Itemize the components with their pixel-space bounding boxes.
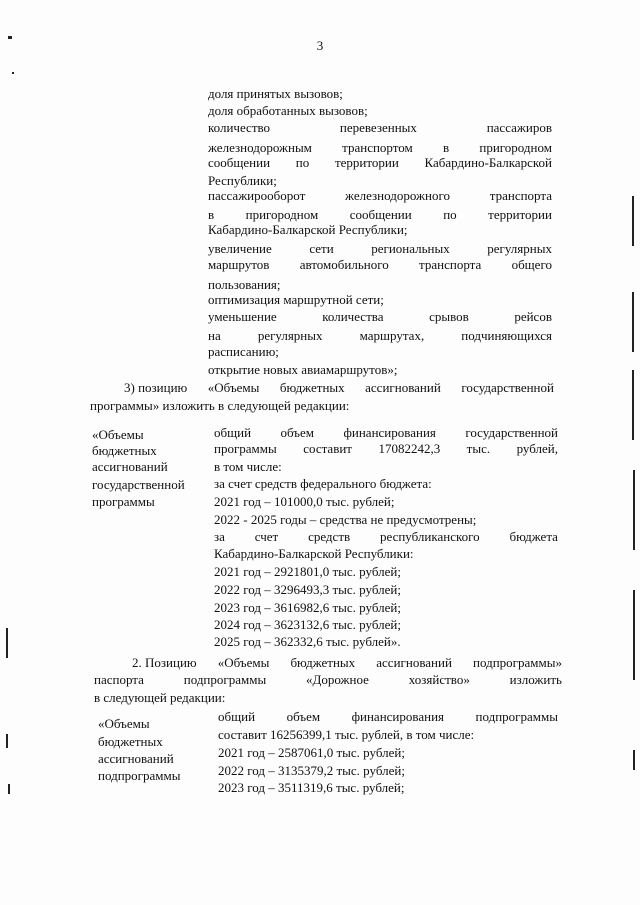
word: пассажиров [486, 120, 552, 135]
table-value: за счет средств федерального бюджета: [214, 476, 432, 491]
table-value: 2021 год – 2587061,0 тыс. рублей; [218, 745, 405, 760]
table-value: 2023 год – 3616982,6 тыс. рублей; [214, 600, 401, 615]
word: общий [214, 425, 252, 440]
word: рейсов [514, 309, 552, 324]
word: в [443, 140, 450, 155]
word: регулярных [257, 328, 323, 343]
word: паспорта [94, 672, 144, 687]
scan-mark [12, 72, 14, 74]
word: тыс. [466, 441, 491, 456]
word: 2. Позицию [132, 655, 197, 670]
list-item: расписанию; [208, 344, 279, 359]
list-item: доля принятых вызовов; [208, 86, 343, 101]
word: бюджетных [290, 655, 356, 670]
table-value: в том числе: [214, 459, 282, 474]
word: маршрутах, [359, 328, 425, 343]
word: транспорта [489, 188, 552, 203]
scan-mark [6, 628, 8, 658]
paragraph-line [94, 672, 562, 687]
word: маршрутов [208, 257, 270, 272]
table-label: «Объемы [98, 716, 150, 731]
word: уменьшение [208, 309, 277, 324]
word: средств [308, 529, 351, 544]
table-value: 2021 год – 2921801,0 тыс. рублей; [214, 564, 401, 579]
word: сети [309, 241, 334, 256]
word: автомобильного [299, 257, 389, 272]
list-item: Кабардино-Балкарской Республики; [208, 222, 408, 237]
word: ассигнований [376, 655, 452, 670]
word: транспорта [419, 257, 482, 272]
word: «Объемы [207, 380, 260, 395]
list-item [208, 155, 552, 170]
word: финансирования [343, 425, 436, 440]
word: объем [286, 709, 321, 724]
table-value: 2023 год – 3511319,6 тыс. рублей; [218, 780, 405, 795]
word: транспортом [342, 140, 413, 155]
table-value: 2022 год – 3296493,3 тыс. рублей; [214, 582, 401, 597]
list-item: пользования; [208, 277, 281, 292]
word: бюджета [509, 529, 558, 544]
word: изложить [509, 672, 562, 687]
list-item [208, 257, 552, 272]
table-value: 2025 год – 362332,6 тыс. рублей». [214, 634, 401, 649]
word: объем [280, 425, 315, 440]
word: финансирования [351, 709, 445, 724]
word: количества [322, 309, 384, 324]
table-value: 2022 год – 3135379,2 тыс. рублей; [218, 763, 405, 778]
paragraph-line: в следующей редакции: [94, 690, 226, 705]
word: «Объемы [217, 655, 270, 670]
table-value: 2024 год – 3623132,6 тыс. рублей; [214, 617, 401, 632]
word: подчиняющихся [461, 328, 552, 343]
list-item [208, 328, 552, 343]
table-value: Кабардино-Балкарской Республики: [214, 546, 414, 561]
table-value [214, 425, 558, 440]
word: хозяйство» [408, 672, 470, 687]
word: территории [488, 207, 552, 222]
word: государственной [465, 425, 558, 440]
table-label: программы [92, 494, 155, 509]
word: составит [303, 441, 352, 456]
list-item [208, 207, 552, 222]
table-value [218, 709, 558, 724]
scan-mark [8, 36, 12, 39]
list-item [208, 120, 552, 135]
word: программы [214, 441, 277, 456]
word: территории [334, 155, 399, 170]
word: Кабардино-Балкарской [424, 155, 552, 170]
table-label: «Объемы [92, 427, 144, 442]
table-value: 2022 - 2025 годы – средства не предусмотрены; [214, 512, 477, 527]
word: республиканского [379, 529, 480, 544]
list-item: открытие новых авиамаршрутов»; [208, 362, 398, 377]
word: сообщении [349, 207, 412, 222]
word: «Дорожное [306, 672, 369, 687]
word: общий [218, 709, 256, 724]
scan-mark [633, 470, 635, 550]
word: счет [254, 529, 279, 544]
paragraph-line: программы» изложить в следующей редакции: [90, 398, 350, 413]
scan-mark [632, 370, 634, 440]
scan-mark [8, 784, 10, 794]
word: пригородном [479, 140, 552, 155]
scan-mark [633, 750, 635, 770]
word: подпрограммы» [473, 655, 562, 670]
word: на [208, 328, 221, 343]
word: пассажирооборот [208, 188, 306, 203]
list-item [208, 188, 552, 203]
list-item: доля обработанных вызовов; [208, 103, 368, 118]
word: 3) позицию [124, 380, 188, 395]
word: регулярных [487, 241, 552, 256]
table-label: бюджетных [92, 443, 157, 458]
word: железнодорожным [208, 140, 312, 155]
word: 17082242,3 [378, 441, 441, 456]
word: железнодорожного [345, 188, 450, 203]
word: перевезенных [339, 120, 417, 135]
word: рублей, [516, 441, 558, 456]
word: срывов [429, 309, 469, 324]
word: по [295, 155, 310, 170]
word: по [443, 207, 457, 222]
scan-mark [633, 590, 635, 680]
table-label: подпрограммы [98, 768, 181, 783]
list-item [208, 309, 552, 324]
word: бюджетных [279, 380, 345, 395]
table-value [214, 529, 558, 544]
word: региональных [371, 241, 450, 256]
word: в [208, 207, 215, 222]
table-value: 2021 год – 101000,0 тыс. рублей; [214, 494, 395, 509]
word: подпрограммы [183, 672, 267, 687]
word: количество [208, 120, 271, 135]
word: государственной [461, 380, 554, 395]
word: общего [511, 257, 552, 272]
word: ассигнований [365, 380, 441, 395]
table-label: ассигнований [92, 459, 168, 474]
list-item [208, 241, 552, 256]
word: за [214, 529, 225, 544]
word: увеличение [208, 241, 272, 256]
scan-mark [632, 292, 634, 352]
scan-mark [6, 734, 8, 748]
table-label: государственной [92, 477, 185, 492]
word: пригородном [245, 207, 319, 222]
word: подпрограммы [475, 709, 558, 724]
word: сообщении [208, 155, 271, 170]
table-label: бюджетных [98, 734, 163, 749]
list-item: оптимизация маршрутной сети; [208, 292, 384, 307]
list-item: Республики; [208, 173, 277, 188]
scan-mark [632, 196, 634, 246]
paragraph-line [124, 380, 554, 395]
list-item [208, 140, 552, 155]
page-number: 3 [316, 38, 324, 53]
table-label: ассигнований [98, 751, 174, 766]
table-value: составит 16256399,1 тыс. рублей, в том числе: [218, 727, 475, 742]
table-value [214, 441, 558, 456]
paragraph-line [132, 655, 562, 670]
